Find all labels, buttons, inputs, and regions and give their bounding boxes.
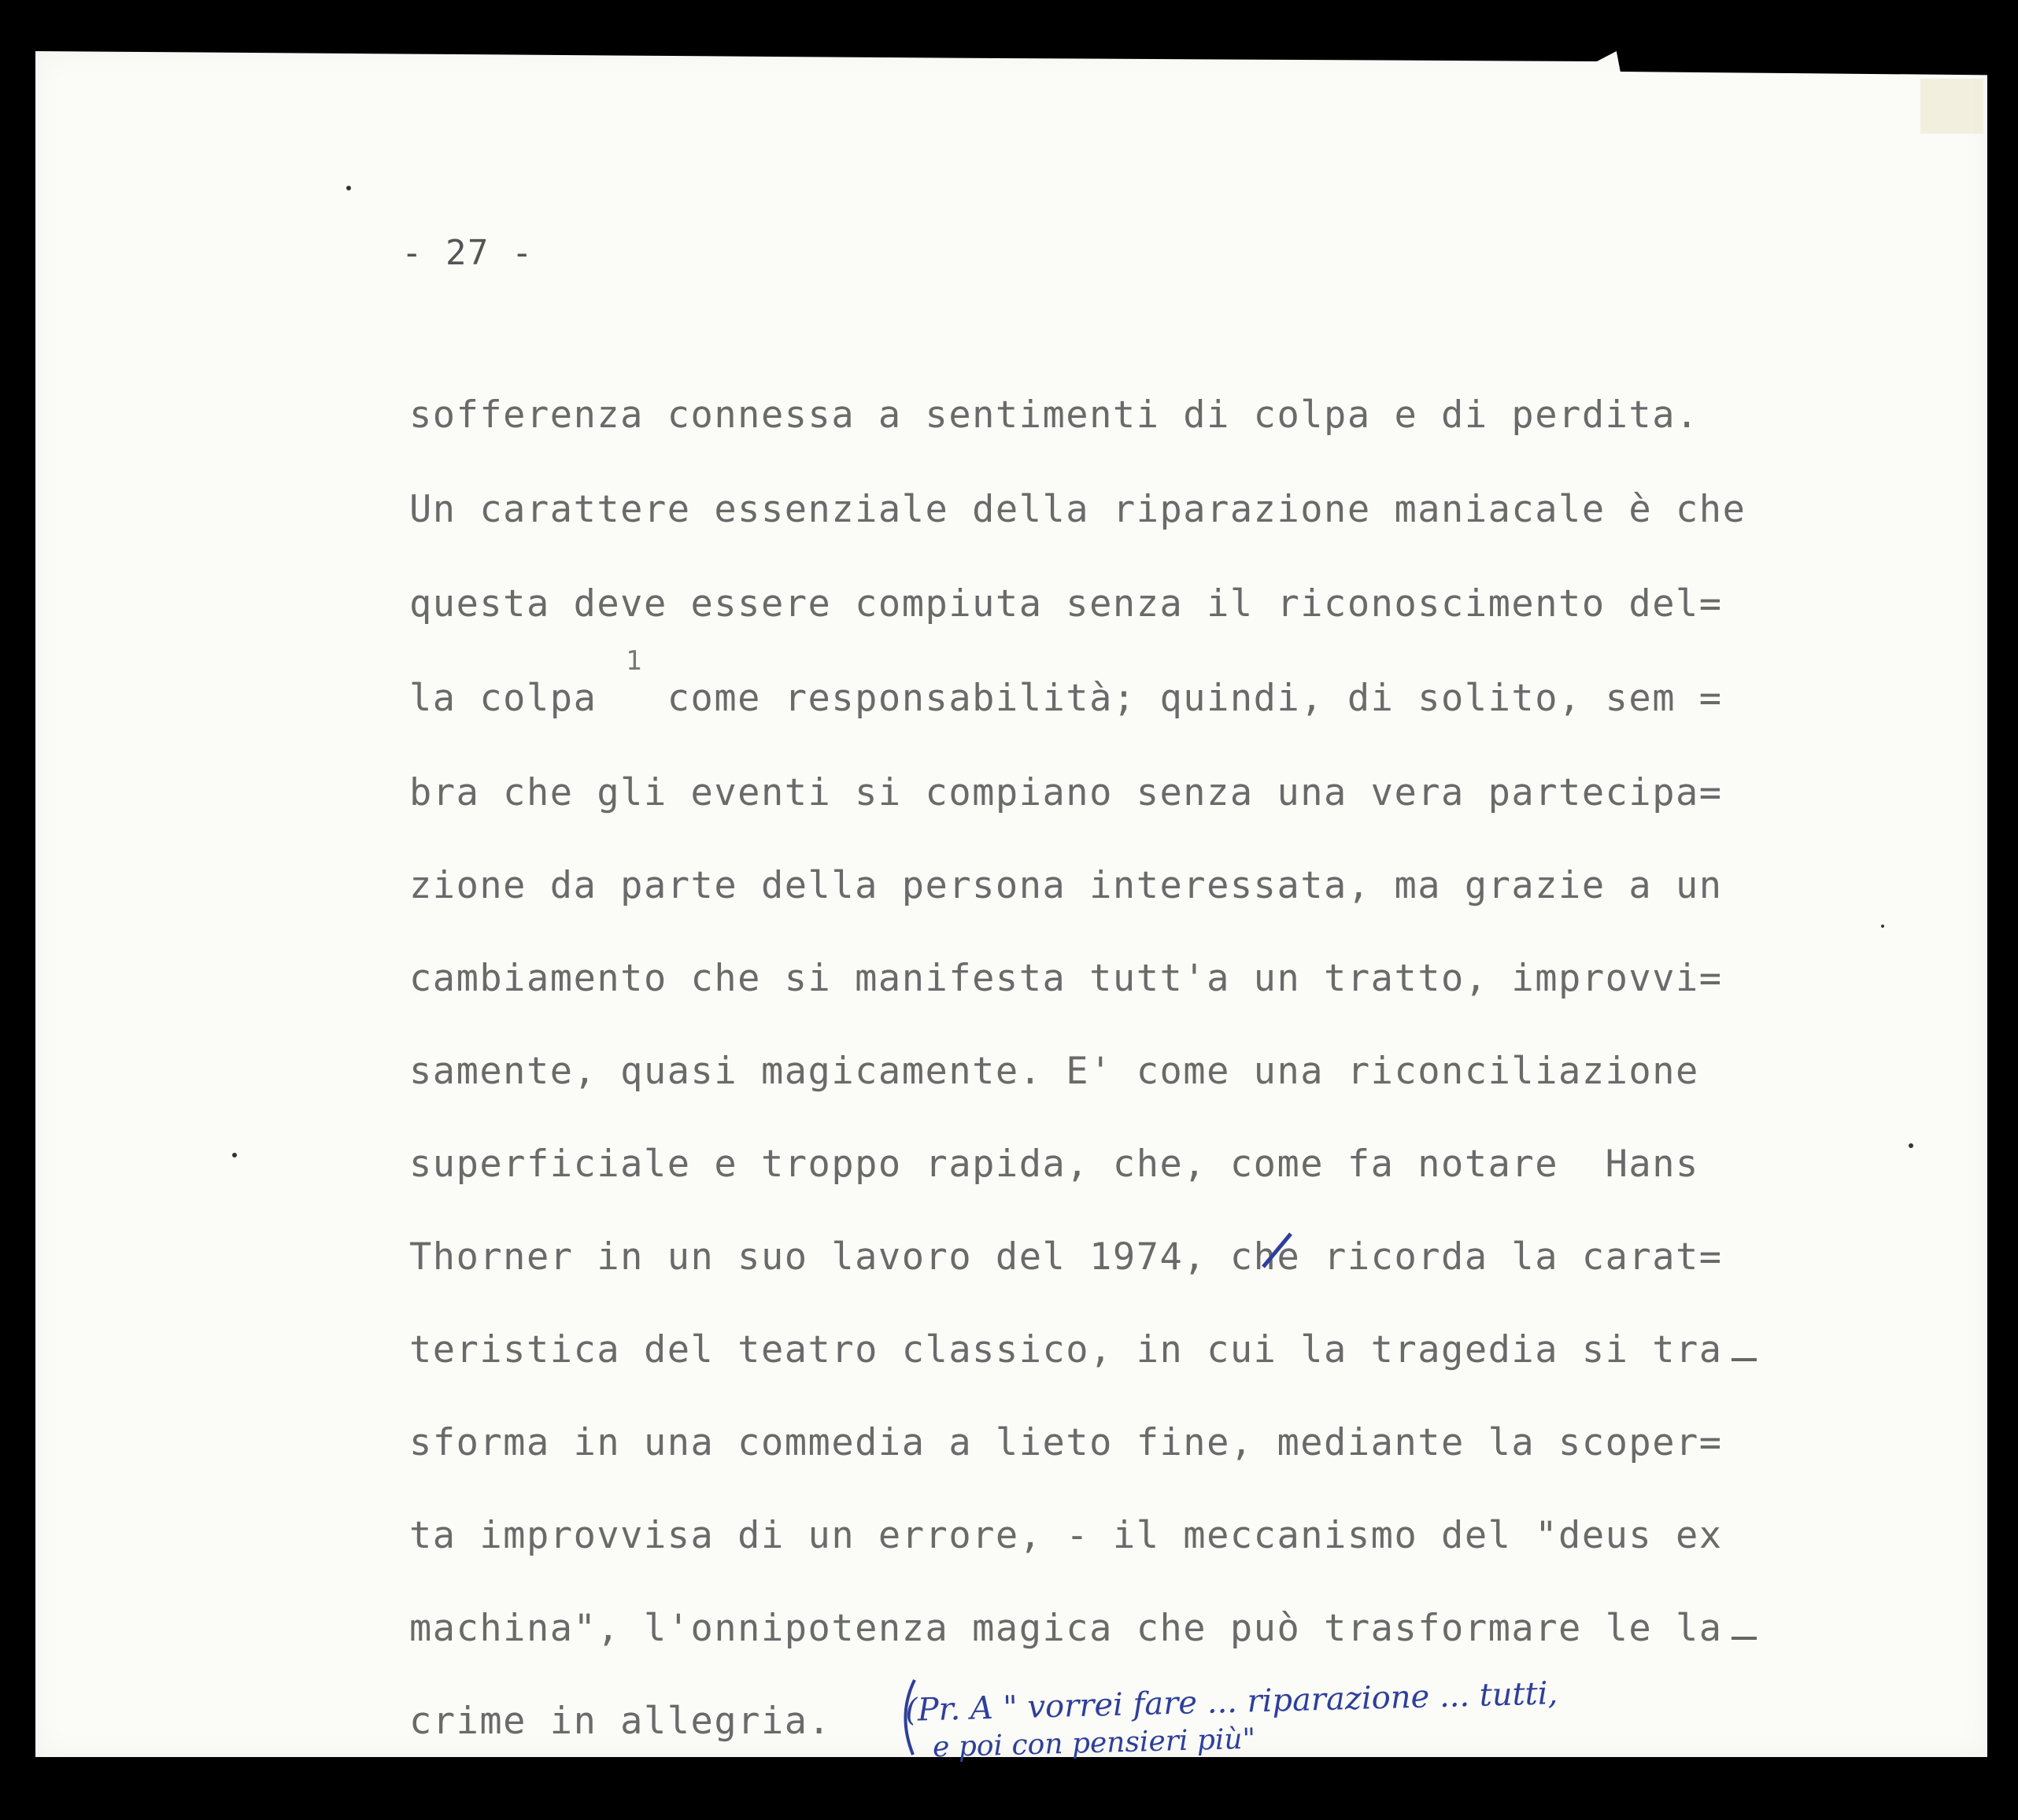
text-line: cambiamento che si manifesta tutt'a un tratto, improvvi= xyxy=(409,957,1723,1000)
handwritten-annotation-line-2: e poi con pensieri più" xyxy=(932,1722,1256,1764)
handwritten-annotation-line-1: (Pr. A " vorrei fare ... riparazione ... tutti, xyxy=(904,1675,1558,1729)
paper-speck xyxy=(1909,1143,1913,1148)
paper-speck xyxy=(232,1153,237,1157)
text-line: sforma in una commedia a lieto fine, mediante la scoper= xyxy=(409,1421,1723,1464)
text-line: la colpa come responsabilità; quindi, di solito, sem = xyxy=(409,677,1723,720)
footnote-marker: 1 xyxy=(626,645,642,677)
text-line: samente, quasi magicamente. E' come una riconciliazione xyxy=(409,1050,1699,1093)
paper-speck xyxy=(346,186,351,190)
text-line: teristica del teatro classico, in cui la tragedia si tra xyxy=(409,1328,1723,1371)
text-line: crime in allegria. xyxy=(409,1700,832,1743)
text-line: questa deve essere compiuta senza il riconoscimento del= xyxy=(409,582,1723,626)
text-line: ta improvvisa di un errore, - il meccanismo del "deus ex xyxy=(409,1514,1723,1557)
text-line: zione da parte della persona interessata, ma grazie a un xyxy=(409,864,1723,907)
text-line: Un carattere essenziale della riparazione maniacale è che xyxy=(409,488,1746,531)
text-line: sofferenza connessa a sentimenti di colpa e di perdita. xyxy=(409,393,1699,437)
page-number: - 27 - xyxy=(401,233,534,273)
text-line: superficiale e troppo rapida, che, come fa notare Hans xyxy=(409,1143,1699,1186)
paper-speck xyxy=(1881,925,1884,928)
paper-tab xyxy=(1920,79,1983,134)
text-line: Thorner in un suo lavoro del 1974, che ricorda la carat= xyxy=(409,1235,1723,1279)
text-line: machina", l'onnipotenza magica che può trasformare le la xyxy=(409,1607,1723,1650)
text-line: bra che gli eventi si compiano senza una vera partecipa= xyxy=(409,771,1723,814)
